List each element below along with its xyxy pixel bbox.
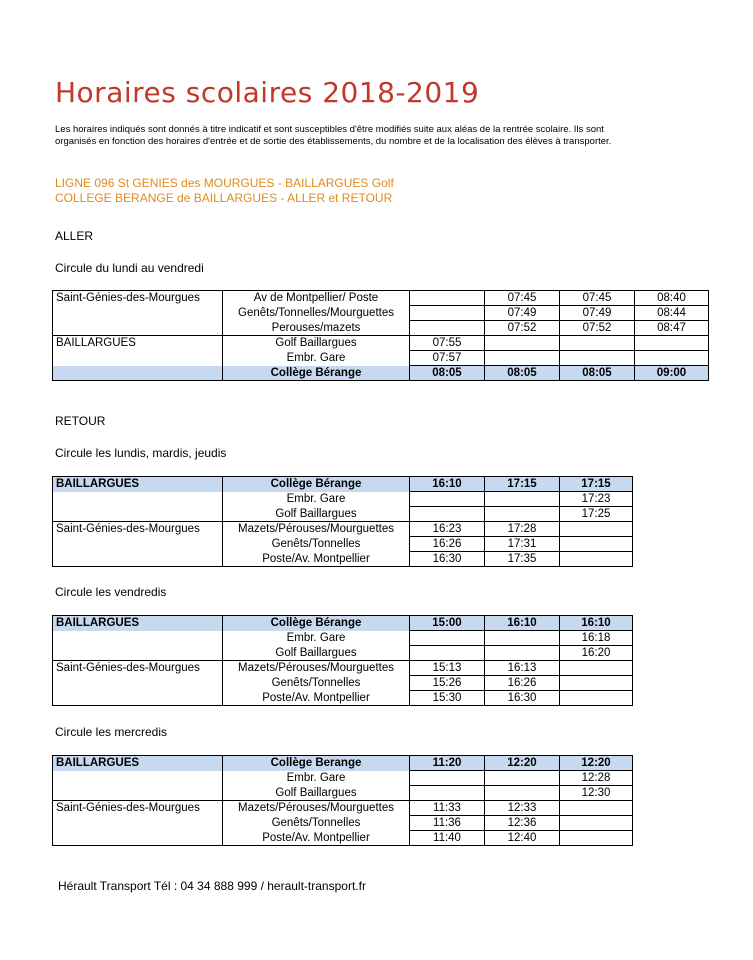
time-cell (560, 552, 633, 567)
commune-cell: BAILLARGUES (53, 336, 223, 351)
time-cell: 07:55 (410, 336, 485, 351)
time-cell (410, 646, 485, 661)
time-cell: 12:28 (560, 771, 633, 786)
commune-cell (53, 646, 223, 661)
time-cell: 16:26 (485, 676, 560, 691)
commune-cell (53, 676, 223, 691)
time-cell (485, 507, 560, 522)
time-cell (410, 631, 485, 646)
time-cell (410, 321, 485, 336)
stop-cell: Collège Bérange (223, 366, 410, 381)
time-cell: 16:10 (410, 477, 485, 492)
time-cell (410, 306, 485, 321)
retour-timetable-3 (52, 755, 633, 846)
stop-cell: Genêts/Tonnelles (223, 676, 410, 691)
commune-cell: Saint-Génies-des-Mourgues (53, 522, 223, 537)
commune-cell (53, 631, 223, 646)
time-cell (560, 351, 635, 366)
time-cell (485, 646, 560, 661)
time-cell (485, 771, 560, 786)
retour-circulation-2: Circule les vendredis (55, 585, 167, 599)
time-cell: 07:49 (485, 306, 560, 321)
time-cell: 17:23 (560, 492, 633, 507)
time-cell: 16:23 (410, 522, 485, 537)
time-cell: 09:00 (635, 366, 709, 381)
table-row (53, 661, 633, 676)
commune-cell: Saint-Génies-des-Mourgues (53, 801, 223, 816)
commune-cell (53, 351, 223, 366)
time-cell (410, 291, 485, 306)
time-cell: 08:05 (410, 366, 485, 381)
stop-cell: Genêts/Tonnelles (223, 816, 410, 831)
time-cell (485, 351, 560, 366)
stop-cell: Poste/Av. Montpellier (223, 831, 410, 846)
stop-cell: Embr. Gare (223, 351, 410, 366)
table-row (53, 477, 633, 492)
time-cell: 17:25 (560, 507, 633, 522)
stop-cell: Poste/Av. Montpellier (223, 552, 410, 567)
stop-cell: Poste/Av. Montpellier (223, 691, 410, 706)
time-cell (560, 336, 635, 351)
time-cell (410, 492, 485, 507)
commune-cell: BAILLARGUES (53, 616, 223, 631)
time-cell: 12:20 (560, 756, 633, 771)
time-cell (485, 492, 560, 507)
table-row (53, 336, 709, 351)
stop-cell: Golf Baillargues (223, 507, 410, 522)
table-row (53, 771, 633, 786)
time-cell: 07:52 (485, 321, 560, 336)
time-cell: 16:10 (485, 616, 560, 631)
table-row (53, 537, 633, 552)
stop-cell: Av de Montpellier/ Poste (223, 291, 410, 306)
time-cell: 08:05 (485, 366, 560, 381)
time-cell (560, 801, 633, 816)
time-cell: 07:45 (560, 291, 635, 306)
table-row (53, 616, 633, 631)
time-cell: 11:33 (410, 801, 485, 816)
table-row (53, 522, 633, 537)
table-row (53, 552, 633, 567)
time-cell: 16:10 (560, 616, 633, 631)
time-cell: 11:40 (410, 831, 485, 846)
time-cell: 15:13 (410, 661, 485, 676)
time-cell: 07:49 (560, 306, 635, 321)
time-cell (485, 786, 560, 801)
time-cell: 16:30 (485, 691, 560, 706)
stop-cell: Collège Bérange (223, 616, 410, 631)
time-cell: 08:05 (560, 366, 635, 381)
time-cell: 07:57 (410, 351, 485, 366)
retour-circulation-3: Circule les mercredis (55, 725, 168, 739)
time-cell: 12:40 (485, 831, 560, 846)
commune-cell (53, 816, 223, 831)
stop-cell: Embr. Gare (223, 492, 410, 507)
time-cell (410, 507, 485, 522)
stop-cell: Golf Baillargues (223, 646, 410, 661)
stop-cell: Embr. Gare (223, 771, 410, 786)
time-cell: 15:26 (410, 676, 485, 691)
commune-cell (53, 507, 223, 522)
table-row (53, 831, 633, 846)
time-cell: 12:36 (485, 816, 560, 831)
commune-cell (53, 321, 223, 336)
commune-cell (53, 786, 223, 801)
stop-cell: Mazets/Pérouses/Mourguettes (223, 801, 410, 816)
table-row (53, 306, 709, 321)
table-row (53, 366, 709, 381)
stop-cell: Embr. Gare (223, 631, 410, 646)
time-cell: 16:20 (560, 646, 633, 661)
time-cell: 11:20 (410, 756, 485, 771)
line-title-2: COLLEGE BERANGE de BAILLARGUES - ALLER et RETOUR (55, 191, 393, 205)
time-cell (560, 676, 633, 691)
stop-cell: Mazets/Pérouses/Mourguettes (223, 522, 410, 537)
time-cell: 17:15 (560, 477, 633, 492)
stop-cell: Genêts/Tonnelles/Mourguettes (223, 306, 410, 321)
time-cell (410, 771, 485, 786)
table-row (53, 801, 633, 816)
stop-cell: Golf Baillargues (223, 336, 410, 351)
time-cell: 08:44 (635, 306, 709, 321)
time-cell (410, 786, 485, 801)
time-cell: 16:30 (410, 552, 485, 567)
time-cell (560, 831, 633, 846)
time-cell: 16:13 (485, 661, 560, 676)
table-row (53, 756, 633, 771)
aller-circulation: Circule du lundi au vendredi (55, 261, 204, 275)
table-row (53, 507, 633, 522)
table-row (53, 321, 709, 336)
time-cell: 12:30 (560, 786, 633, 801)
stop-cell: Perouses/mazets (223, 321, 410, 336)
time-cell (560, 522, 633, 537)
table-row (53, 646, 633, 661)
time-cell (560, 537, 633, 552)
time-cell (485, 631, 560, 646)
line-title-1: LIGNE 096 St GENIES des MOURGUES - BAILLARGUES Golf (55, 176, 394, 190)
page-title: Horaires scolaires 2018-2019 (55, 76, 480, 109)
table-row (53, 816, 633, 831)
commune-cell (53, 537, 223, 552)
retour-timetable-1 (52, 476, 633, 567)
footer-contact: Hérault Transport Tél : 04 34 888 999 / herault-transport.fr (58, 879, 366, 893)
intro-text: Les horaires indiqués sont donnés à titre indicatif et sont susceptibles d'être modifiés suite aux aléas de la rentrée scolaire. Ils sont organisés en fonction des horaires d'entrée et de sortie des établissements, du nombre et de la localisation des élèves à transporter. (55, 124, 612, 147)
time-cell: 12:20 (485, 756, 560, 771)
table-row (53, 786, 633, 801)
time-cell: 17:31 (485, 537, 560, 552)
table-row (53, 291, 709, 306)
table-row (53, 351, 709, 366)
commune-cell (53, 691, 223, 706)
time-cell: 08:40 (635, 291, 709, 306)
time-cell: 11:36 (410, 816, 485, 831)
commune-cell: Saint-Génies-des-Mourgues (53, 291, 223, 306)
stop-cell: Golf Baillargues (223, 786, 410, 801)
commune-cell (53, 366, 223, 381)
aller-label: ALLER (55, 229, 94, 243)
table-row (53, 631, 633, 646)
table-row (53, 492, 633, 507)
retour-label: RETOUR (55, 414, 106, 428)
time-cell: 16:18 (560, 631, 633, 646)
stop-cell: Genêts/Tonnelles (223, 537, 410, 552)
commune-cell (53, 552, 223, 567)
table-row (53, 676, 633, 691)
stop-cell: Mazets/Pérouses/Mourguettes (223, 661, 410, 676)
time-cell (635, 351, 709, 366)
time-cell: 12:33 (485, 801, 560, 816)
time-cell (560, 691, 633, 706)
commune-cell: BAILLARGUES (53, 756, 223, 771)
table-row (53, 691, 633, 706)
stop-cell: Collège Bérange (223, 477, 410, 492)
time-cell: 08:47 (635, 321, 709, 336)
time-cell: 16:26 (410, 537, 485, 552)
time-cell (560, 816, 633, 831)
time-cell: 17:28 (485, 522, 560, 537)
time-cell: 17:15 (485, 477, 560, 492)
retour-circulation-1: Circule les lundis, mardis, jeudis (55, 446, 227, 460)
time-cell: 07:52 (560, 321, 635, 336)
time-cell (560, 661, 633, 676)
commune-cell (53, 771, 223, 786)
commune-cell (53, 831, 223, 846)
aller-timetable (52, 290, 709, 381)
retour-timetable-2 (52, 615, 633, 706)
commune-cell (53, 306, 223, 321)
commune-cell (53, 492, 223, 507)
commune-cell: BAILLARGUES (53, 477, 223, 492)
time-cell: 07:45 (485, 291, 560, 306)
time-cell (485, 336, 560, 351)
time-cell (635, 336, 709, 351)
commune-cell: Saint-Génies-des-Mourgues (53, 661, 223, 676)
time-cell: 17:35 (485, 552, 560, 567)
stop-cell: Collège Berange (223, 756, 410, 771)
time-cell: 15:30 (410, 691, 485, 706)
time-cell: 15:00 (410, 616, 485, 631)
